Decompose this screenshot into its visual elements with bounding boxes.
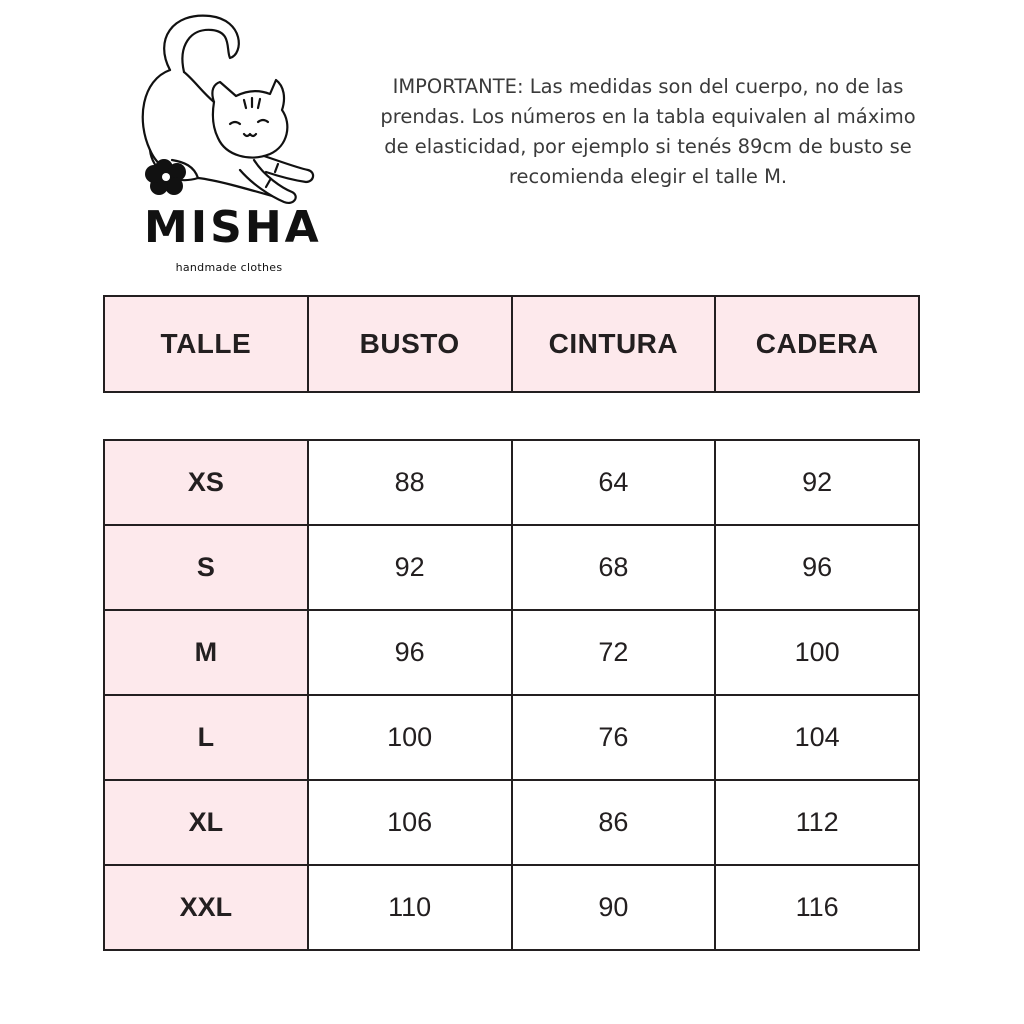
busto-cell: 110	[308, 865, 512, 950]
cadera-cell: 100	[715, 610, 919, 695]
busto-cell: 92	[308, 525, 512, 610]
table-row	[104, 440, 919, 525]
size-cell: L	[104, 695, 308, 780]
cadera-cell: 104	[715, 695, 919, 780]
header-busto: BUSTO	[308, 296, 512, 392]
cintura-cell: 72	[512, 610, 716, 695]
cintura-cell: 68	[512, 525, 716, 610]
cadera-cell: 116	[715, 865, 919, 950]
table-row	[104, 610, 919, 695]
cadera-cell: 112	[715, 780, 919, 865]
busto-cell: 106	[308, 780, 512, 865]
header-talle: TALLE	[104, 296, 308, 392]
busto-cell: 96	[308, 610, 512, 695]
header-cadera: CADERA	[715, 296, 919, 392]
cintura-cell: 86	[512, 780, 716, 865]
size-cell: XL	[104, 780, 308, 865]
size-cell: S	[104, 525, 308, 610]
table-row	[104, 695, 919, 780]
busto-cell: 88	[308, 440, 512, 525]
table-row	[104, 525, 919, 610]
cintura-cell: 76	[512, 695, 716, 780]
cintura-cell: 90	[512, 865, 716, 950]
cadera-cell: 96	[715, 525, 919, 610]
size-cell: XS	[104, 440, 308, 525]
header-cintura: CINTURA	[512, 296, 716, 392]
cadera-cell: 92	[715, 440, 919, 525]
busto-cell: 100	[308, 695, 512, 780]
table-row	[104, 865, 919, 950]
size-table-header	[103, 295, 920, 393]
important-notice: IMPORTANTE: Las medidas son del cuerpo, no de las prendas. Los números en la tabla equivalen al máximo de elasticidad, por ejemplo si tenés 89cm de busto se recomienda elegir el talle M.	[380, 75, 916, 188]
size-table-body	[103, 439, 920, 951]
cintura-cell: 64	[512, 440, 716, 525]
brand-tagline: handmade clothes	[175, 261, 283, 274]
brand-name: MISHA	[144, 202, 322, 253]
cat-illustration-icon	[132, 10, 332, 210]
header-row	[104, 296, 919, 392]
size-cell: XXL	[104, 865, 308, 950]
brand-logo	[132, 10, 332, 280]
table-row	[104, 780, 919, 865]
size-cell: M	[104, 610, 308, 695]
